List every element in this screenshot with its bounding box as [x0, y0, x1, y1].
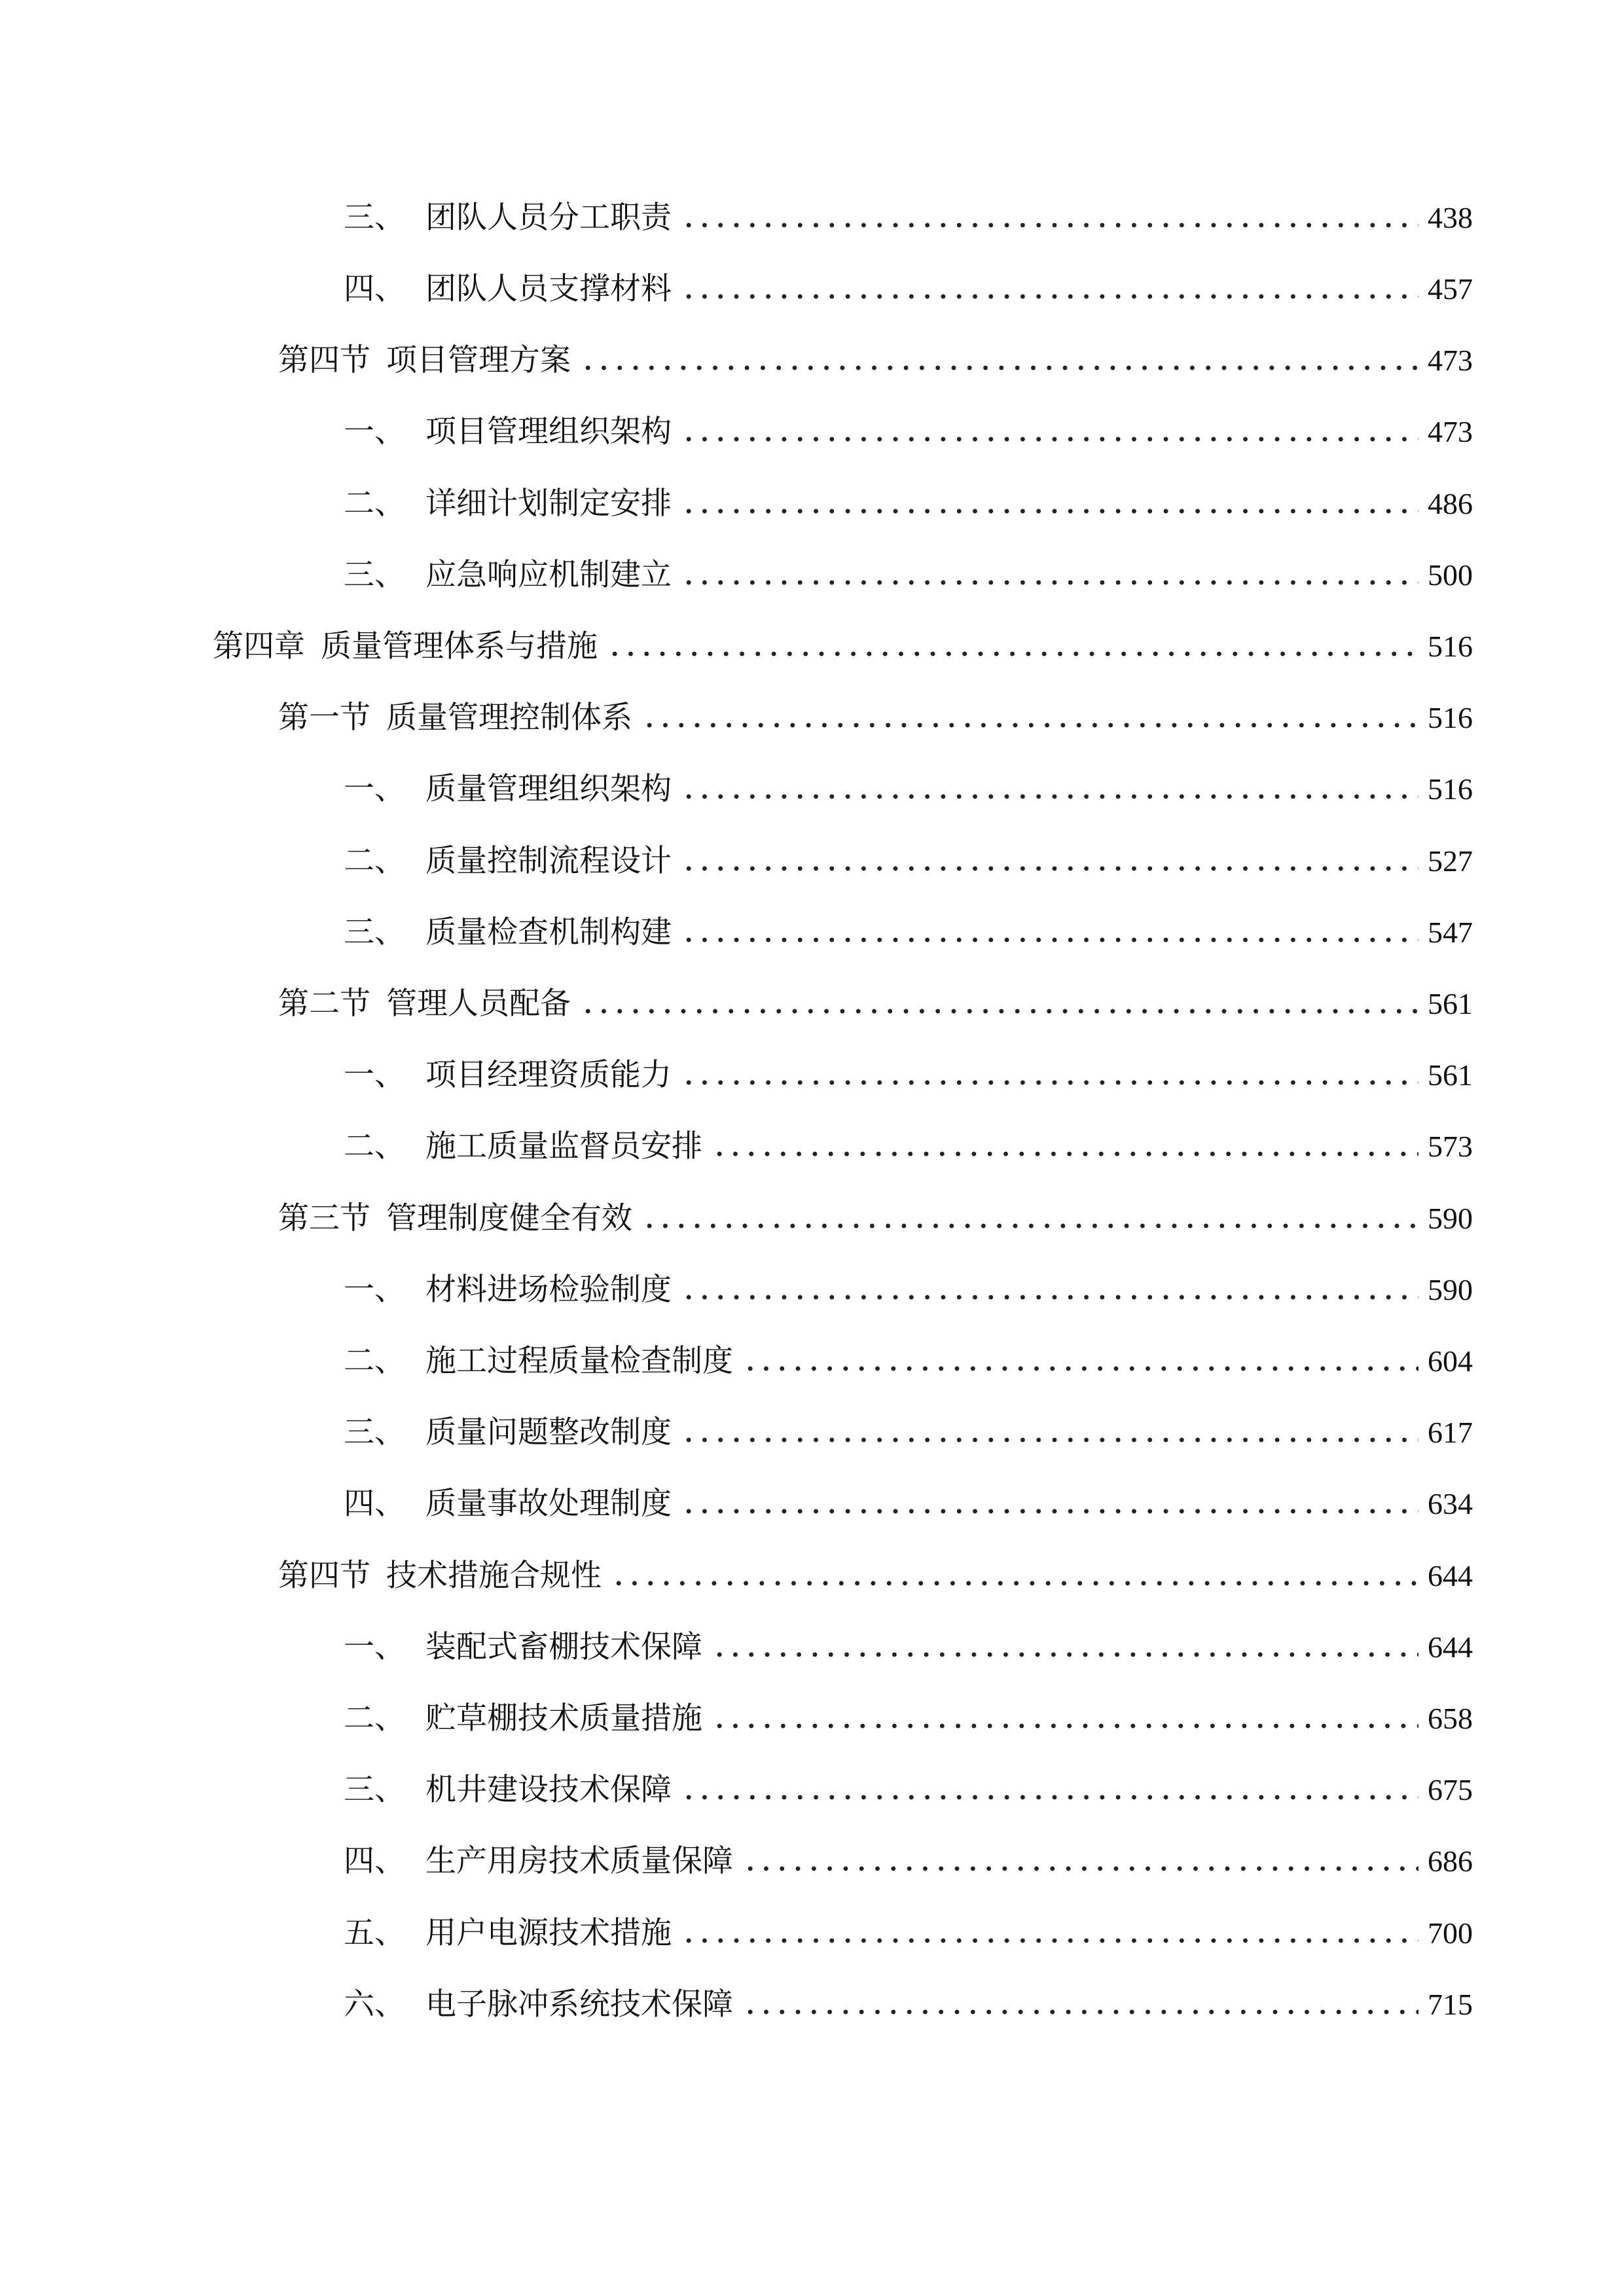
toc-entry[interactable] — [344, 1693, 1473, 1745]
dot-leader — [681, 1508, 1418, 1515]
toc-entry-title: 质量事故处理制度 — [425, 1486, 672, 1522]
dot-leader — [681, 293, 1418, 300]
dot-leader — [681, 1079, 1418, 1086]
toc-entry-title: 质量检查机制构建 — [425, 914, 672, 950]
toc-entry-title: 质量管理控制体系 — [386, 700, 632, 736]
toc-entry[interactable] — [344, 1764, 1473, 1816]
dot-leader — [681, 1437, 1418, 1443]
toc-entry-number: 六、 — [344, 1986, 405, 2022]
toc-entry-page: 700 — [1428, 1916, 1473, 1950]
dot-leader — [742, 1865, 1418, 1872]
toc-entry-title: 项目经理资质能力 — [425, 1057, 672, 1093]
toc-entry-title: 生产用房技术质量保障 — [425, 1843, 733, 1879]
dot-leader — [681, 1294, 1418, 1300]
toc-entry[interactable] — [344, 1335, 1473, 1388]
dot-leader — [681, 1937, 1418, 1944]
toc-entry-page: 486 — [1428, 487, 1473, 520]
toc-entry-page: 617 — [1428, 1416, 1473, 1449]
toc-entry-number: 二、 — [344, 1128, 405, 1164]
toc-entry-page: 715 — [1428, 1988, 1473, 2021]
toc-entry-number: 三、 — [344, 914, 405, 950]
toc-entry-number: 四、 — [344, 271, 405, 307]
toc-entry-page: 561 — [1428, 987, 1473, 1020]
toc-entry-page: 500 — [1428, 558, 1473, 592]
toc-entry-page: 527 — [1428, 844, 1473, 878]
toc-entry-number: 二、 — [344, 843, 405, 879]
toc-entry-title: 贮草棚技术质量措施 — [425, 1700, 702, 1736]
toc-entry-title: 质量问题整改制度 — [425, 1414, 672, 1450]
toc-entry-page: 457 — [1428, 272, 1473, 306]
toc-entry-title: 机井建设技术保障 — [425, 1772, 672, 1808]
toc-entry-title: 项目管理组织架构 — [425, 414, 672, 450]
toc-entry-number: 第三节 — [278, 1200, 370, 1236]
toc-entry[interactable] — [344, 1264, 1473, 1316]
toc-entry-page: 644 — [1428, 1559, 1473, 1592]
toc-entry[interactable] — [278, 1193, 1473, 1245]
toc-entry[interactable] — [344, 263, 1473, 315]
toc-entry-page: 686 — [1428, 1844, 1473, 1878]
toc-entry-title: 团队人员支撑材料 — [425, 271, 672, 307]
toc-entry[interactable] — [344, 478, 1473, 530]
toc-entry[interactable] — [278, 692, 1473, 744]
toc-entry[interactable] — [278, 1550, 1473, 1602]
toc-entry-page: 644 — [1428, 1630, 1473, 1664]
toc-entry-page: 473 — [1428, 344, 1473, 377]
toc-entry[interactable] — [213, 620, 1473, 673]
toc-entry-title: 施工质量监督员安排 — [425, 1128, 702, 1164]
toc-entry-number: 第二节 — [278, 986, 370, 1022]
toc-entry-title: 详细计划制定安排 — [425, 486, 672, 522]
toc-entry[interactable] — [344, 1121, 1473, 1173]
dot-leader — [580, 365, 1418, 371]
dot-leader — [607, 651, 1418, 657]
toc-entry-page: 547 — [1428, 916, 1473, 949]
toc-entry[interactable] — [344, 549, 1473, 601]
dot-leader — [712, 1151, 1418, 1157]
toc-entry-number: 二、 — [344, 486, 405, 522]
toc-entry[interactable] — [344, 835, 1473, 888]
toc-entry-title: 材料进场检验制度 — [425, 1272, 672, 1308]
toc-entry[interactable] — [344, 192, 1473, 244]
toc-entry-number: 四、 — [344, 1843, 405, 1879]
toc-entry-title: 用户电源技术措施 — [425, 1915, 672, 1951]
dot-leader — [681, 579, 1418, 586]
toc-entry-number: 一、 — [344, 1057, 405, 1093]
toc-entry-page: 473 — [1428, 415, 1473, 448]
toc-entry-number: 第四节 — [278, 342, 370, 378]
dot-leader — [681, 1794, 1418, 1801]
toc-entry[interactable] — [344, 763, 1473, 816]
toc-entry[interactable] — [344, 1907, 1473, 1960]
dot-leader — [641, 722, 1418, 728]
toc-entry-page: 590 — [1428, 1202, 1473, 1235]
toc-entry-number: 第一节 — [278, 700, 370, 736]
toc-entry[interactable] — [344, 1478, 1473, 1530]
toc-entry-number: 一、 — [344, 1272, 405, 1308]
toc-entry-number: 三、 — [344, 557, 405, 593]
toc-entry-title: 电子脉冲系统技术保障 — [425, 1986, 733, 2022]
toc-entry-title: 质量管理组织架构 — [425, 771, 672, 807]
toc-entry[interactable] — [344, 906, 1473, 959]
toc-entry-number: 四、 — [344, 1486, 405, 1522]
toc-entry[interactable] — [344, 1621, 1473, 1674]
toc-entry-title: 团队人员分工职责 — [425, 200, 672, 236]
toc-entry-number: 一、 — [344, 771, 405, 807]
dot-leader — [681, 222, 1418, 228]
toc-entry-number: 一、 — [344, 414, 405, 450]
toc-entry-number: 五、 — [344, 1915, 405, 1951]
toc-entry[interactable] — [344, 406, 1473, 458]
dot-leader — [742, 1365, 1418, 1372]
toc-entry-number: 二、 — [344, 1700, 405, 1736]
dot-leader — [712, 1723, 1418, 1729]
dot-leader — [742, 2009, 1418, 2015]
toc-entry-page: 573 — [1428, 1130, 1473, 1163]
toc-entry-title: 项目管理方案 — [386, 342, 571, 378]
toc-entry-page: 658 — [1428, 1702, 1473, 1735]
toc-entry-page: 604 — [1428, 1344, 1473, 1378]
toc-entry-title: 管理制度健全有效 — [386, 1200, 632, 1236]
toc-entry[interactable] — [344, 1407, 1473, 1459]
toc-entry-title: 质量控制流程设计 — [425, 843, 672, 879]
toc-entry-page: 516 — [1428, 630, 1473, 663]
dot-leader — [681, 865, 1418, 872]
dot-leader — [681, 508, 1418, 514]
toc-entry-title: 管理人员配备 — [386, 986, 571, 1022]
toc-entry-page: 438 — [1428, 201, 1473, 234]
toc-entry-page: 516 — [1428, 772, 1473, 806]
dot-leader — [641, 1223, 1418, 1229]
toc-entry-title: 技术措施合规性 — [386, 1558, 602, 1594]
toc-entry-number: 三、 — [344, 200, 405, 236]
dot-leader — [580, 1008, 1418, 1014]
dot-leader — [712, 1651, 1418, 1658]
toc-entry[interactable] — [344, 1049, 1473, 1102]
toc-entry[interactable] — [344, 1979, 1473, 2031]
toc-entry-number: 三、 — [344, 1772, 405, 1808]
toc-entry-number: 三、 — [344, 1414, 405, 1450]
toc-entry-title: 装配式畜棚技术保障 — [425, 1629, 702, 1665]
toc-entry-page: 516 — [1428, 701, 1473, 734]
toc-entry[interactable] — [278, 334, 1473, 387]
toc-entry[interactable] — [278, 978, 1473, 1030]
dot-leader — [681, 937, 1418, 943]
dot-leader — [611, 1580, 1418, 1587]
toc-entry-number: 第四章 — [213, 628, 305, 664]
toc-entry-page: 634 — [1428, 1487, 1473, 1520]
toc-entry-title: 应急响应机制建立 — [425, 557, 672, 593]
toc-entry-number: 一、 — [344, 1629, 405, 1665]
toc-entry-number: 第四节 — [278, 1558, 370, 1594]
toc-entry-title: 施工过程质量检查制度 — [425, 1343, 733, 1379]
toc-entry[interactable] — [344, 1835, 1473, 1888]
toc-entry-page: 561 — [1428, 1058, 1473, 1092]
dot-leader — [681, 436, 1418, 442]
toc-entry-page: 590 — [1428, 1273, 1473, 1306]
toc-entry-number: 二、 — [344, 1343, 405, 1379]
dot-leader — [681, 793, 1418, 800]
toc-entry-title: 质量管理体系与措施 — [321, 628, 598, 664]
toc-entry-page: 675 — [1428, 1773, 1473, 1806]
